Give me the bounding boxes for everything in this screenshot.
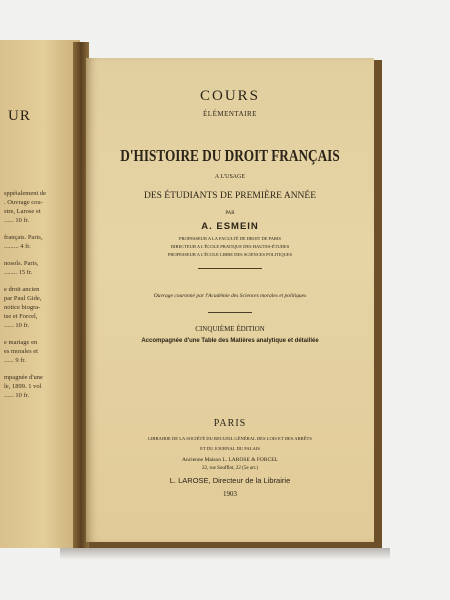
left-page-line: par Paul Gide,: [4, 295, 42, 302]
left-page-line: mpagnée d'une: [4, 374, 43, 381]
left-page-line: . Ouvrage cou-: [4, 199, 43, 206]
left-page-line: stre, Larose et: [4, 208, 41, 215]
left-page-line: ........ 15 fr.: [4, 269, 33, 276]
left-page-line: ...... 9 fr.: [4, 357, 26, 364]
left-page-line: le, 1899. 1 vol: [4, 383, 42, 390]
title-line-usage: A L'USAGE: [214, 174, 246, 180]
year-line: 1903: [223, 490, 237, 498]
left-page-line: nosols. Paris,: [4, 260, 39, 267]
left-page-line: e mariage en: [4, 339, 38, 346]
left-page-heading: UR: [8, 108, 31, 124]
author-credential: PROFESSEUR A LA FACULTÉ DE DROIT DE PARIS: [179, 236, 281, 241]
left-page-line: ...... 10 fr.: [4, 392, 30, 399]
award-line: Ouvrage couronné par l'Académie des Sciences morales et politiques: [153, 293, 307, 299]
left-page-line: ......... 4 fr.: [4, 243, 31, 250]
city-line: PARIS: [213, 418, 247, 429]
divider: [208, 312, 252, 313]
left-page-line: sppéialement de: [4, 190, 47, 197]
title-page: [86, 58, 374, 542]
main-title: D'HISTOIRE DU DROIT FRANÇAIS: [120, 146, 340, 165]
author-credential: PROFESSEUR A L'ÉCOLE LIBRE DES SCIENCES POLITIQUES: [167, 252, 293, 257]
left-page-line: e droit ancien: [4, 286, 40, 293]
edition-line: CINQUIÈME ÉDITION: [195, 325, 265, 333]
book-shadow: [60, 548, 390, 560]
left-page-line: ...... 10 fr.: [4, 322, 30, 329]
title-line-elementaire: ÉLÉMENTAIRE: [203, 110, 257, 118]
author-credential: DIRECTEUR A L'ÉCOLE PRATIQUE DES HAUTES-ÉTUDES: [170, 244, 290, 249]
publisher-line: 22, rue Soufflot, 22 (5e arr.): [201, 466, 258, 471]
left-page-line: français. Paris,: [4, 234, 43, 241]
title-line-cours: COURS: [199, 88, 261, 104]
title-line-etudiants: DES ÉTUDIANTS DE PREMIÈRE ANNÉE: [143, 191, 317, 201]
publisher-line: LIBRAIRIE DE LA SOCIÉTÉ DU RECUEIL GÉNÉRAL DES LOIS ET DES ARRÊTS: [148, 436, 312, 441]
title-line-par: PAR: [225, 211, 235, 216]
left-page-line: es morales et: [4, 348, 38, 355]
publisher-line: ET DU JOURNAL DU PALAIS: [200, 446, 260, 451]
author-name: A. ESMEIN: [201, 221, 259, 232]
publisher-line: L. LAROSE, Directeur de la Librairie: [169, 476, 291, 485]
left-page-line: ...... 10 fr.: [4, 217, 30, 224]
left-page-line: tse et Forcel,: [4, 313, 38, 320]
accompanied-line: Accompagnée d'une Table des Matières analytique et détaillée: [141, 338, 319, 344]
divider: [198, 268, 262, 269]
left-page-line: notice biogra-: [4, 304, 41, 311]
publisher-line: Ancienne Maison L. LAROSE & FORCEL: [182, 457, 278, 463]
left-page: [0, 40, 80, 548]
